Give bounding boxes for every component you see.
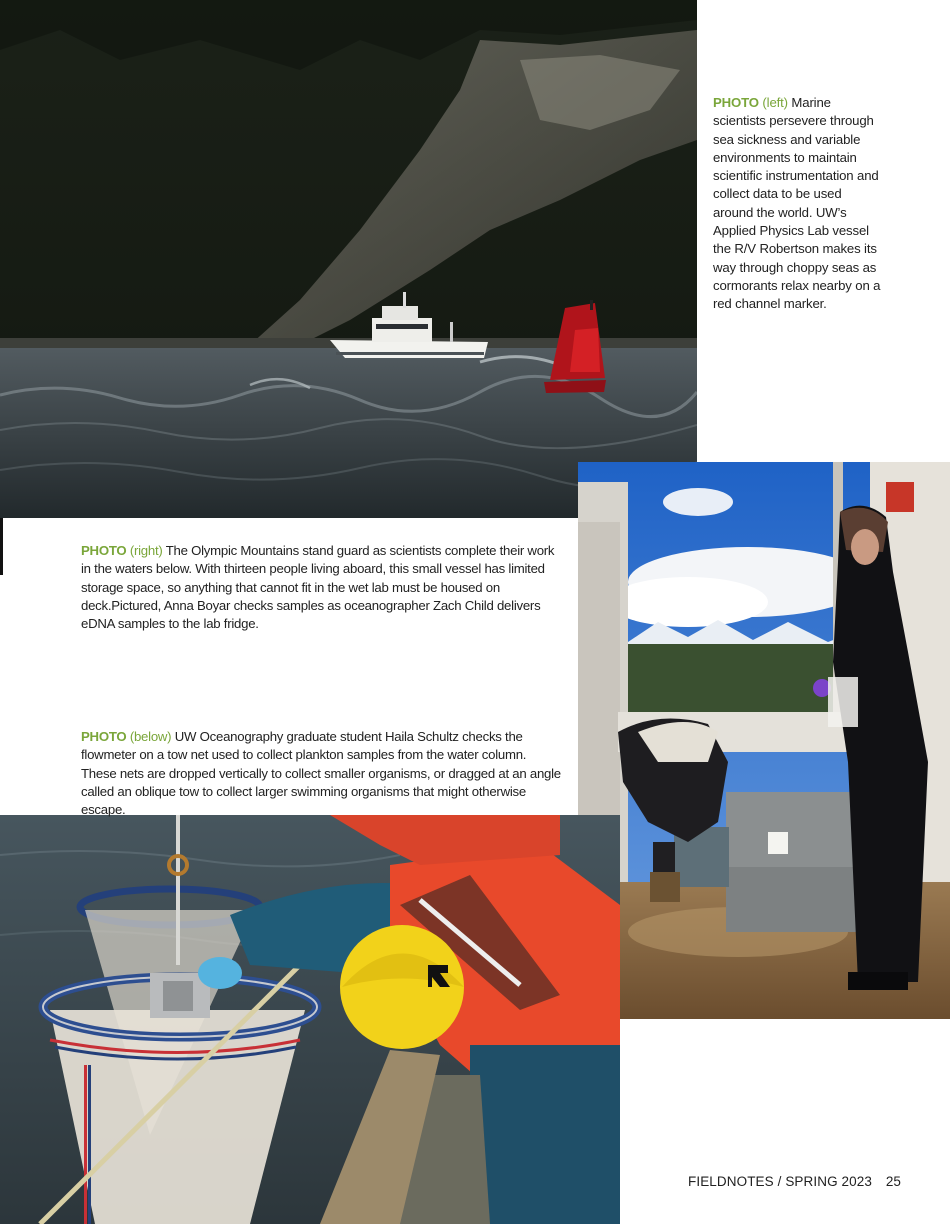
photo-vessel-channel-marker bbox=[0, 0, 697, 518]
caption-left bbox=[713, 94, 881, 314]
photo-plankton-net bbox=[0, 815, 620, 1224]
photo-deck-samples bbox=[578, 462, 950, 1019]
caption-right-direction: (right) bbox=[129, 543, 163, 558]
caption-right bbox=[81, 542, 563, 633]
caption-left-text: Marine scientists persevere through sea sickness and variable environments to maintain scientific instrumentation and collect data to be used around the world. UW’s Applied Physics Lab vessel the R/V Robertson makes its way through choppy seas as cormorants relax nearby on a red channel marker. bbox=[713, 95, 881, 312]
page-footer bbox=[688, 1174, 901, 1189]
page-number: 25 bbox=[885, 1174, 902, 1189]
caption-below bbox=[81, 728, 563, 819]
caption-right-tag: PHOTO bbox=[81, 543, 127, 558]
caption-below-direction: (below) bbox=[129, 729, 172, 744]
caption-right-text: The Olympic Mountains stand guard as scientists complete their work in the waters below. With thirteen people living aboard, this small vessel has limited storage space, so anything that cannot fit in the wet lab must be housed on deck.Pictured, Anna Boyar checks samples as oceanographer Zach Child delivers eDNA samples to the lab fridge. bbox=[81, 543, 555, 632]
footer-publication: FIELDNOTES / SPRING 2023 bbox=[688, 1174, 872, 1189]
caption-below-text: UW Oceanography graduate student Haila Schultz checks the flowmeter on a tow net used to collect plankton samples from the water column. These nets are dropped vertically to collect smaller organisms, or dragged at an angle called an oblique tow to collect larger swimming organisms that might otherwise escape. bbox=[81, 729, 561, 818]
caption-left-tag: PHOTO bbox=[713, 95, 759, 110]
caption-below-tag: PHOTO bbox=[81, 729, 127, 744]
caption-left-direction: (left) bbox=[762, 95, 788, 110]
